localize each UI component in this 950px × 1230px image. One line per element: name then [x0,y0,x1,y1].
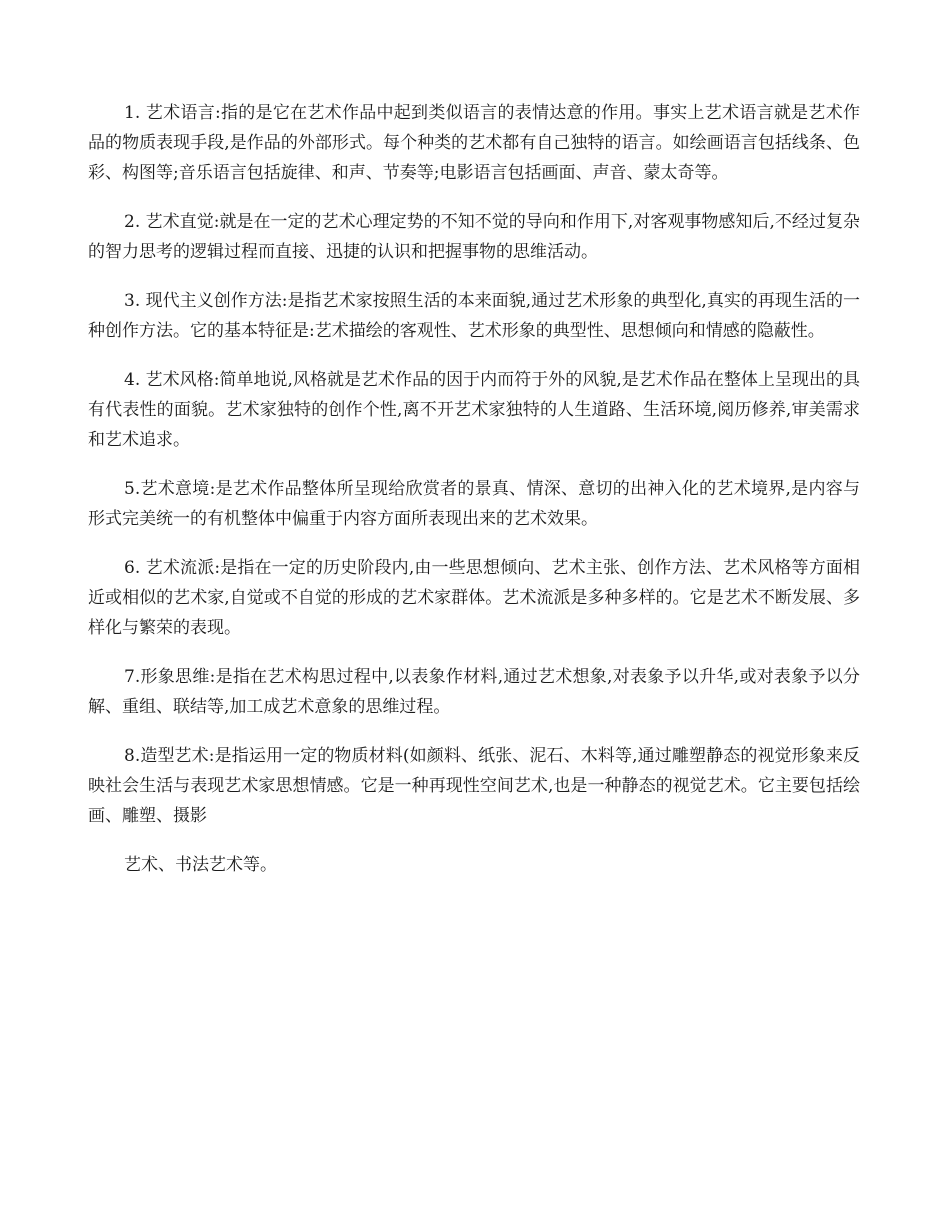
paragraph-art-language: 1. 艺术语言:指的是它在艺术作品中起到类似语言的表情达意的作用。事实上艺术语言就是艺术作品的物质表现手段,是作品的外部形式。每个种类的艺术都有自己独特的语言。如绘画语言包括线条、色彩、构图等;音乐语言包括旋律、和声、节奏等;电影语言包括画面、声音、蒙太奇等。 [88,103,860,183]
document-body [88,98,860,899]
paragraph-continuation: 艺术、书法艺术等。 [124,855,277,875]
paragraph-plastic-arts: 8.造型艺术:是指运用一定的物质材料(如颜料、纸张、泥石、木料等,通过雕塑静态的视觉形象来反映社会生活与表现艺术家思想情感。它是一种再现性空间艺术,也是一种静态的视觉艺术。它主要包括绘画、雕塑、摄影 [88,746,860,826]
paragraph-creative-method: 3. 现代主义创作方法:是指艺术家按照生活的本来面貌,通过艺术形象的典型化,真实的再现生活的一种创作方法。它的基本特征是:艺术描绘的客观性、艺术形象的典型性、思想倾向和情感的隐蔽性。 [88,291,860,341]
paragraph-art-mood: 5.艺术意境:是艺术作品整体所呈现给欣赏者的景真、情深、意切的出神入化的艺术境界,是内容与形式完美统一的有机整体中偏重于内容方面所表现出来的艺术效果。 [88,479,860,529]
paragraph-art-style: 4. 艺术风格:简单地说,风格就是艺术作品的因于内而符于外的风貌,是艺术作品在整体上呈现出的具有代表性的面貌。艺术家独特的创作个性,离不开艺术家独特的人生道路、生活环境,阅历修养,审美需求和艺术追求。 [88,370,860,450]
paragraph-art-school: 6. 艺术流派:是指在一定的历史阶段内,由一些思想倾向、艺术主张、创作方法、艺术风格等方面相近或相似的艺术家,自觉或不自觉的形成的艺术家群体。艺术流派是多种多样的。它是艺术不断发展、多样化与繁荣的表现。 [88,558,860,638]
paragraph-art-intuition: 2. 艺术直觉:就是在一定的艺术心理定势的不知不觉的导向和作用下,对客观事物感知后,不经过复杂的智力思考的逻辑过程而直接、迅捷的认识和把握事物的思维活动。 [88,212,860,262]
paragraph-image-thinking: 7.形象思维:是指在艺术构思过程中,以表象作材料,通过艺术想象,对表象予以升华,或对表象予以分解、重组、联结等,加工成艺术意象的思维过程。 [88,667,860,717]
